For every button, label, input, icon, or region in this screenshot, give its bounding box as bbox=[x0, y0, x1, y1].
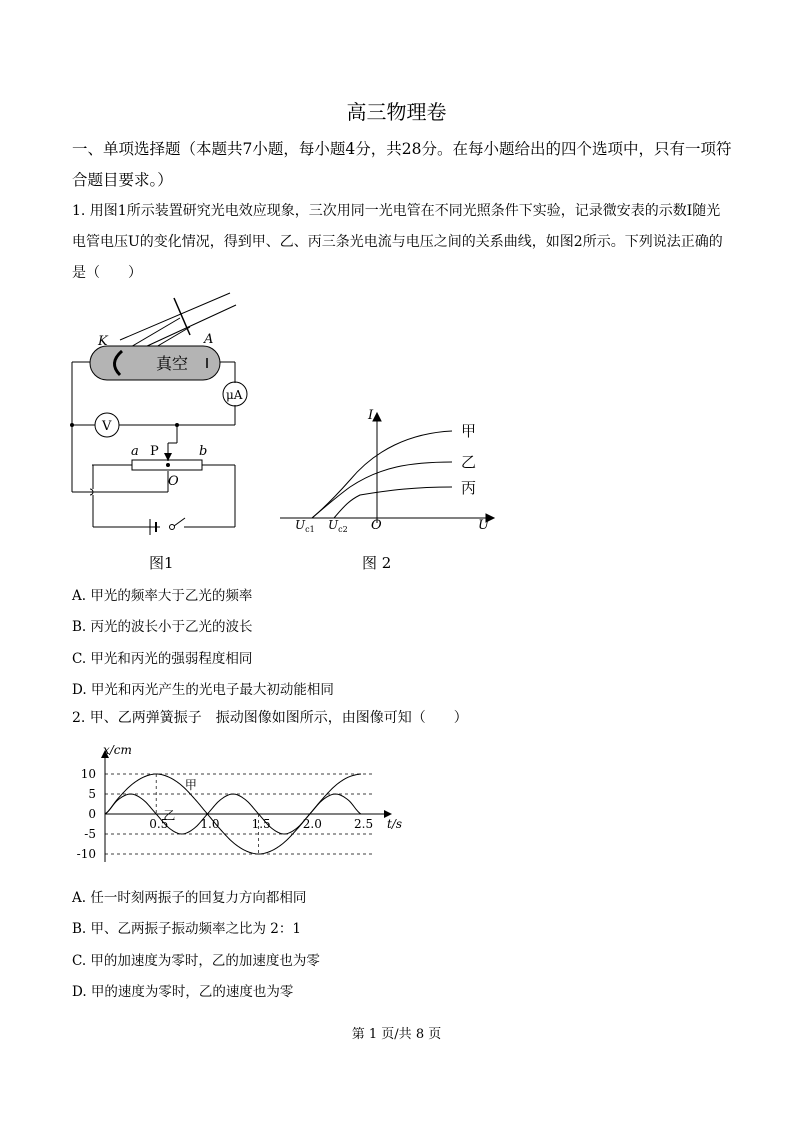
label-vacuum: 真空 bbox=[156, 354, 189, 373]
x-tick-label: 1.0 bbox=[200, 817, 220, 831]
label-a: a bbox=[131, 444, 139, 459]
curve-bing bbox=[334, 487, 452, 518]
axis-label-U: U bbox=[478, 518, 489, 533]
page-title: 高三物理卷 bbox=[346, 100, 447, 124]
y-axis-label: x/cm bbox=[103, 743, 132, 757]
x-tick-label: 2.5 bbox=[354, 817, 374, 831]
series-label-yi: 乙 bbox=[163, 808, 176, 823]
label-ammeter: μA bbox=[226, 388, 243, 402]
q1-option-b: B. 丙光的波长小于乙光的波长 bbox=[72, 619, 253, 635]
q2-option-b: B. 甲、乙两振子振动频率之比为 2：1 bbox=[72, 921, 301, 937]
label-uc2: $U_{c2}$ bbox=[328, 518, 348, 534]
x-tick-label: 0.5 bbox=[149, 817, 169, 831]
vibration-graph bbox=[60, 740, 410, 870]
label-b: b bbox=[199, 444, 208, 459]
curve-jia bbox=[312, 431, 452, 518]
series-label-jia: 甲 bbox=[184, 778, 197, 793]
label-K: K bbox=[98, 334, 108, 349]
section-heading: 一、单项选择题（本题共7小题，每小题4分，共28分。在每小题给出的四个选项中，只有一项符合题目要求。） bbox=[72, 140, 732, 189]
figure-1-apparatus bbox=[60, 285, 260, 550]
label-uc1: $U_{c1}$ bbox=[295, 518, 315, 534]
label-P: P bbox=[150, 444, 159, 459]
q2-option-c: C. 甲的加速度为零时，乙的加速度也为零 bbox=[72, 953, 320, 969]
q2-option-d: D. 甲的速度为零时，乙的速度也为零 bbox=[72, 984, 294, 1000]
x-tick-label: 2.0 bbox=[302, 817, 322, 831]
axis-label-I: I bbox=[368, 408, 374, 423]
x-axis-label: t/s bbox=[387, 817, 403, 831]
figure-2-caption: 图 2 bbox=[362, 554, 392, 572]
figure-2-iu-curves bbox=[280, 405, 505, 535]
q1-option-c: C. 甲光和丙光的强弱程度相同 bbox=[72, 651, 253, 667]
y-tick-label: -10 bbox=[76, 847, 96, 861]
x-tick-label: 1.5 bbox=[251, 817, 271, 831]
label-O: O bbox=[168, 474, 179, 489]
q1-option-d: D. 甲光和丙光产生的光电子最大初动能相同 bbox=[72, 682, 334, 698]
curve-label-yi: 乙 bbox=[461, 453, 477, 471]
y-tick-label: -5 bbox=[84, 827, 96, 841]
question-1-stem: 1. 用图1所示装置研究光电效应现象，三次用同一光电管在不同光照条件下实验，记录微安表的示数I随光电管电压U的变化情况，得到甲、乙、丙三条光电流与电压之间的关系曲线，如图2所示。下列说法正确的是（ ） bbox=[72, 203, 723, 281]
label-origin: O bbox=[371, 518, 382, 533]
curve-yi bbox=[312, 462, 452, 518]
y-tick-label: 10 bbox=[80, 767, 96, 781]
y-tick-label: 0 bbox=[88, 807, 96, 821]
curve-label-bing: 丙 bbox=[461, 479, 477, 497]
page-footer: 第 1 页/共 8 页 bbox=[351, 1027, 442, 1042]
q1-option-a: A. 甲光的频率大于乙光的频率 bbox=[72, 588, 253, 604]
y-tick-label: 5 bbox=[88, 787, 96, 801]
label-A: A bbox=[204, 332, 214, 347]
q2-option-a: A. 任一时刻两振子的回复力方向都相同 bbox=[72, 890, 307, 906]
figure-1-caption: 图1 bbox=[149, 554, 174, 572]
label-voltmeter: V bbox=[102, 419, 112, 434]
curve-label-jia: 甲 bbox=[461, 422, 477, 440]
question-2-stem: 2. 甲、乙两弹簧振子 振动图像如图所示，由图像可知（ ） bbox=[72, 710, 468, 726]
